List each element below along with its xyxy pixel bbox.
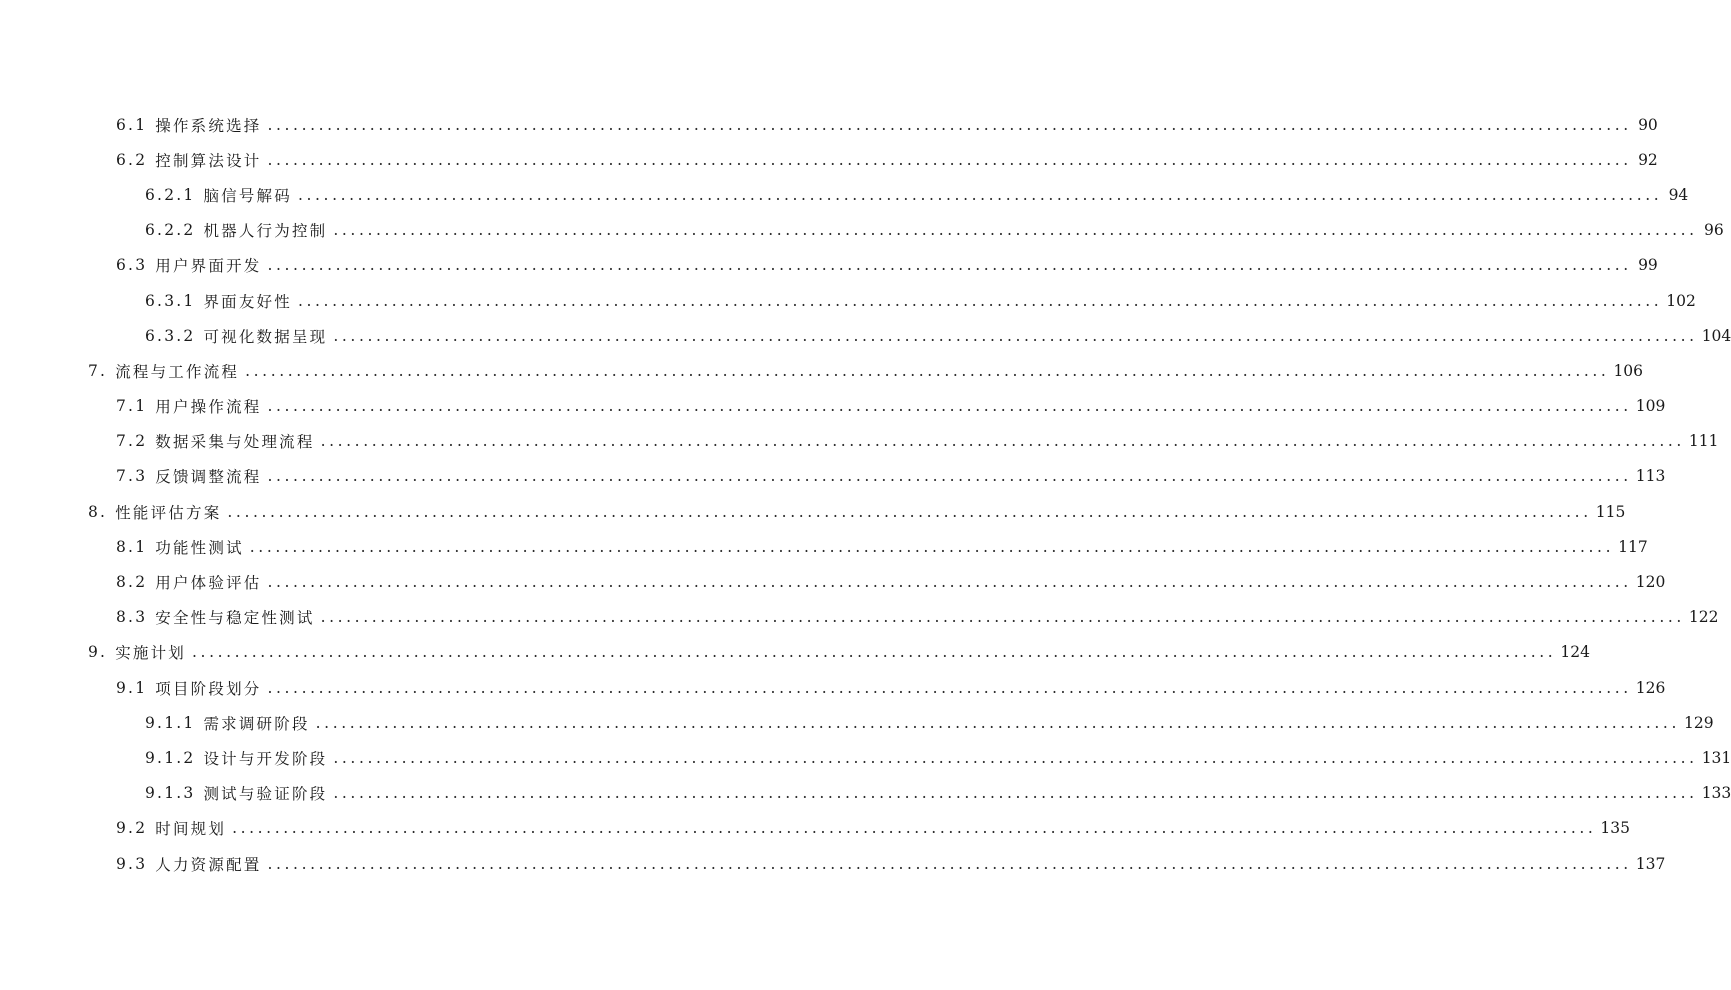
- toc-entry-title: 性能评估方案: [115, 503, 222, 522]
- toc-entry-page: 106: [1613, 361, 1644, 380]
- toc-entry-number: 9.2: [116, 819, 148, 838]
- toc-entry-page: 92: [1638, 150, 1658, 169]
- toc-entry-title: 流程与工作流程: [115, 362, 240, 381]
- toc-entry-page: 133: [1701, 784, 1731, 803]
- toc-entry[interactable]: [0, 318, 1731, 353]
- toc-entry[interactable]: [0, 248, 1658, 283]
- toc-entry-title: 设计与开发阶段: [203, 749, 328, 768]
- toc-entry-title: 用户界面开发: [155, 257, 262, 276]
- toc-entry-page: 113: [1635, 467, 1666, 486]
- toc-entry-title: 实施计划: [115, 644, 187, 663]
- toc-entry-page: 99: [1638, 256, 1658, 275]
- toc-entry[interactable]: [0, 705, 1714, 740]
- toc-entry-number: 9.1.1: [145, 713, 196, 732]
- toc-entry-number: 8.1: [116, 537, 148, 556]
- toc-entry[interactable]: [0, 389, 1666, 424]
- toc-entry[interactable]: [0, 424, 1719, 459]
- toc-entry-number: 6.1: [116, 115, 148, 134]
- toc-entry-number: 6.3: [116, 256, 148, 275]
- dot-leader: ................................................................................................................................................................: [267, 467, 1632, 486]
- toc-entry-page: 137: [1635, 854, 1666, 873]
- toc-entry-page: 131: [1701, 748, 1731, 767]
- toc-entry-title: 反馈调整流程: [155, 468, 262, 487]
- toc-entry-page: 111: [1688, 432, 1719, 451]
- toc-entry[interactable]: [0, 811, 1630, 846]
- toc-entry-title: 功能性测试: [155, 538, 244, 557]
- toc-entry[interactable]: [0, 353, 1644, 388]
- toc-entry-title: 项目阶段划分: [155, 679, 262, 698]
- dot-leader: ................................................................................................................................................................: [267, 854, 1632, 873]
- toc-entry[interactable]: [0, 283, 1696, 318]
- dot-leader: ................................................................................................................................................................: [320, 608, 1685, 627]
- dot-leader: ................................................................................................................................................................: [333, 748, 1698, 767]
- dot-leader: ................................................................................................................................................................: [267, 115, 1632, 134]
- toc-entry-title: 人力资源配置: [155, 855, 262, 874]
- toc-entry[interactable]: [0, 600, 1719, 635]
- toc-entry-page: 102: [1666, 291, 1696, 310]
- dot-leader: ................................................................................................................................................................: [333, 221, 1698, 240]
- dot-leader: ................................................................................................................................................................: [333, 784, 1698, 803]
- toc-entry-number: 6.3.1: [145, 291, 196, 310]
- dot-leader: ................................................................................................................................................................: [267, 678, 1632, 697]
- toc-entry-title: 操作系统选择: [155, 116, 262, 135]
- toc-entry-number: 9.: [88, 643, 108, 662]
- toc-entry[interactable]: [0, 670, 1666, 705]
- toc-entry-title: 控制算法设计: [155, 151, 262, 170]
- toc-entry-page: 96: [1703, 221, 1724, 240]
- toc-entry-number: 8.3: [116, 608, 148, 627]
- toc-entry-number: 6.3.2: [145, 326, 196, 345]
- toc-entry-title: 需求调研阶段: [203, 714, 310, 733]
- toc-entry-page: 122: [1688, 608, 1719, 627]
- toc-entry-number: 9.1.3: [145, 784, 196, 803]
- toc-entry-number: 9.1.2: [145, 748, 196, 767]
- dot-leader: ................................................................................................................................................................: [297, 185, 1663, 204]
- toc-entry-title: 机器人行为控制: [203, 222, 328, 241]
- toc-entry-number: 6.2.2: [145, 221, 196, 240]
- dot-leader: ................................................................................................................................................................: [267, 150, 1632, 169]
- dot-leader: ................................................................................................................................................................: [249, 537, 1615, 556]
- toc-entry-title: 用户操作流程: [155, 398, 262, 417]
- toc-entry-number: 6.2: [116, 150, 148, 169]
- toc-entry-title: 数据采集与处理流程: [155, 433, 315, 452]
- dot-leader: ................................................................................................................................................................: [227, 502, 1592, 521]
- toc-entry-page: 115: [1595, 502, 1626, 521]
- dot-leader: ................................................................................................................................................................: [192, 643, 1557, 662]
- toc-entry[interactable]: [0, 564, 1666, 599]
- toc-entry-number: 7.2: [116, 432, 148, 451]
- toc-entry-title: 界面友好性: [203, 292, 292, 311]
- toc-entry-page: 94: [1668, 185, 1689, 204]
- dot-leader: ................................................................................................................................................................: [267, 397, 1632, 416]
- dot-leader: ................................................................................................................................................................: [267, 256, 1632, 275]
- toc-entry-number: 8.: [88, 502, 108, 521]
- toc-entry[interactable]: [0, 142, 1658, 177]
- toc-entry-number: 8.2: [116, 573, 148, 592]
- toc-entry-title: 时间规划: [155, 820, 227, 839]
- dot-leader: ................................................................................................................................................................: [232, 819, 1597, 838]
- toc-entry-title: 脑信号解码: [203, 186, 292, 205]
- toc-entry-number: 6.2.1: [145, 185, 196, 204]
- toc-entry[interactable]: [0, 107, 1658, 142]
- toc-entry-title: 可视化数据呈现: [203, 327, 328, 346]
- dot-leader: ................................................................................................................................................................: [297, 291, 1663, 310]
- toc-entry[interactable]: [0, 529, 1648, 564]
- toc-entry-title: 测试与验证阶段: [203, 785, 328, 804]
- toc-entry-number: 7.1: [116, 397, 148, 416]
- toc-entry-page: 129: [1683, 713, 1714, 732]
- toc-entry-number: 7.: [88, 361, 108, 380]
- toc-entry[interactable]: [0, 177, 1689, 212]
- toc-entry-page: 120: [1635, 573, 1666, 592]
- toc-entry-number: 7.3: [116, 467, 148, 486]
- toc-entry-page: 109: [1635, 397, 1666, 416]
- toc-entry[interactable]: [0, 494, 1626, 529]
- dot-leader: ................................................................................................................................................................: [320, 432, 1685, 451]
- toc-entry-title: 安全性与稳定性测试: [155, 609, 315, 628]
- toc-entry-page: 135: [1600, 819, 1630, 838]
- dot-leader: ................................................................................................................................................................: [333, 326, 1698, 345]
- dot-leader: ................................................................................................................................................................: [245, 361, 1610, 380]
- dot-leader: ................................................................................................................................................................: [315, 713, 1680, 732]
- toc-entry[interactable]: [0, 213, 1724, 248]
- toc-entry[interactable]: [0, 846, 1666, 881]
- toc-entry[interactable]: [0, 459, 1666, 494]
- toc-entry[interactable]: [0, 635, 1590, 670]
- toc-entry[interactable]: [0, 740, 1731, 775]
- table-of-contents: [0, 107, 1731, 881]
- toc-entry-page: 90: [1638, 115, 1658, 134]
- toc-entry-page: 126: [1635, 678, 1666, 697]
- toc-entry-page: 117: [1618, 537, 1648, 556]
- dot-leader: ................................................................................................................................................................: [267, 573, 1632, 592]
- toc-entry-title: 用户体验评估: [155, 574, 262, 593]
- toc-entry[interactable]: [0, 776, 1731, 811]
- toc-entry-page: 104: [1701, 326, 1731, 345]
- toc-entry-page: 124: [1560, 643, 1590, 662]
- toc-entry-number: 9.3: [116, 854, 148, 873]
- toc-entry-number: 9.1: [116, 678, 148, 697]
